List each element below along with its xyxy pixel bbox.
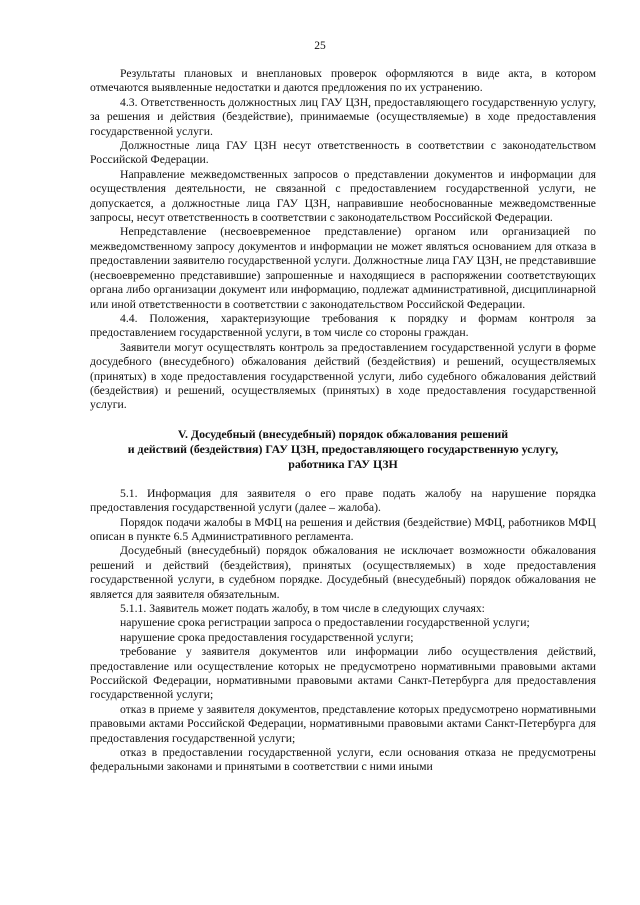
list-item-refusal-service: отказ в предоставлении государственной услуги, если основания отказа не предусмотрены федеральными законами и принятыми в соответствии с ними иными [90, 746, 596, 774]
paragraph-interagency-requests: Направление межведомственных запросов о представлении документов и информации для осуществления деятельности, не связанной с предоставлением государственной услуги, не допускается, а должностные лица ГАУ ЦЗН, направившие необоснованные межведомственные запросы, несут ответственность в соответствии с законодательством Российской Федерации. [90, 167, 596, 225]
paragraph-5-1-1-cases: 5.1.1. Заявитель может подать жалобу, в том числе в следующих случаях: [120, 602, 485, 615]
section-spacer [90, 472, 596, 487]
list-item-extra-documents: требование у заявителя документов или информации либо осуществления действий, предоставление или осуществление которых не предусмотрено нормативными правовыми актами Российской Федерации, нормативными правовыми актами Санкт-Петербурга для предоставления государственной услуги; [90, 645, 596, 702]
section-spacer [90, 413, 596, 427]
paragraph-5-1-complaint-info: 5.1. Информация для заявителя о его праве подать жалобу на нарушение порядка предоставления государственной услуги (далее – жалоба). [90, 486, 596, 515]
page-number: 25 [314, 40, 326, 52]
paragraph-non-submission: Непредставление (несвоевременное представление) органом или организацией по межведомственному запросу документов и информации не может являться основанием для отказа в предоставлении заявителю государственной услуги. Должностные лица ГАУ ЦЗН, не представившие (несвоевременно представившие) запрошенные и находящиеся в распоряжении соответствующих органа либо организации документ или информацию, подлежат административной, дисциплинарной или иной ответственности в соответствии с законодательством Российской Федерации. [90, 225, 596, 311]
document-body [90, 67, 596, 775]
paragraph-officials-liability: Должностные лица ГАУ ЦЗН несут ответственность в соответствии с законодательством Российской Федерации. [90, 139, 596, 167]
paragraph-mfc-complaints: Порядок подачи жалобы в МФЦ на решения и действия (бездействие) МФЦ, работников МФЦ описан в пункте 6.5 Административного регламента. [90, 515, 596, 543]
paragraph-inspection-results: Результаты плановых и внеплановых проверок оформляются в виде акта, в котором отмечаются выявленные недостатки и даются предложения по их устранению. [90, 67, 596, 95]
section-5-heading-line-1: V. Досудебный (внесудебный) порядок обжалования решений [177, 426, 509, 441]
paragraph-applicant-control: Заявители могут осуществлять контроль за предоставлением государственной услуги в форме досудебного (внесудебного) обжалования действий (бездействия) и решений, осуществляемых (принятых) в ходе предоставления государственной услуги, либо судебного обжалования действий (бездействия) и решений, осуществляемых (принятых) в ходе предоставления государственной услуги. [90, 340, 596, 412]
paragraph-pretrial-procedure: Досудебный (внесудебный) порядок обжалования не исключает возможности обжалования решений и действий (бездействия), принятых (осуществляемых) в ходе предоставления государственной услуги, в судебном порядке. Досудебный (внесудебный) порядок обжалования не является для заявителя обязательным. [90, 544, 596, 601]
paragraph-4-3-responsibility: 4.3. Ответственность должностных лиц ГАУ ЦЗН, предоставляющего государственную услугу, за решения и действия (бездействие), принимаемые (осуществляемые) в ходе предоставления государственной услуги. [90, 95, 596, 138]
section-5-heading [90, 427, 596, 472]
list-item-service-deadline: нарушение срока предоставления государственной услуги; [120, 630, 414, 644]
section-5-heading-line-3: работника ГАУ ЦЗН [288, 456, 398, 471]
section-5-heading-line-2: и действий (бездействия) ГАУ ЦЗН, предоставляющего государственную услугу, [127, 441, 559, 456]
list-item-registration-deadline: нарушение срока регистрации запроса о предоставлении государственной услуги; [120, 616, 530, 630]
list-item-refusal-acceptance: отказ в приеме у заявителя документов, представление которых предусмотрено нормативными правовыми актами Российской Федерации, нормативными правовыми актами Санкт-Петербурга для предоставления государственной услуги; [90, 702, 596, 745]
paragraph-4-4-control: 4.4. Положения, характеризующие требования к порядку и формам контроля за предоставлением государственной услуги, в том числе со стороны граждан. [90, 311, 596, 340]
